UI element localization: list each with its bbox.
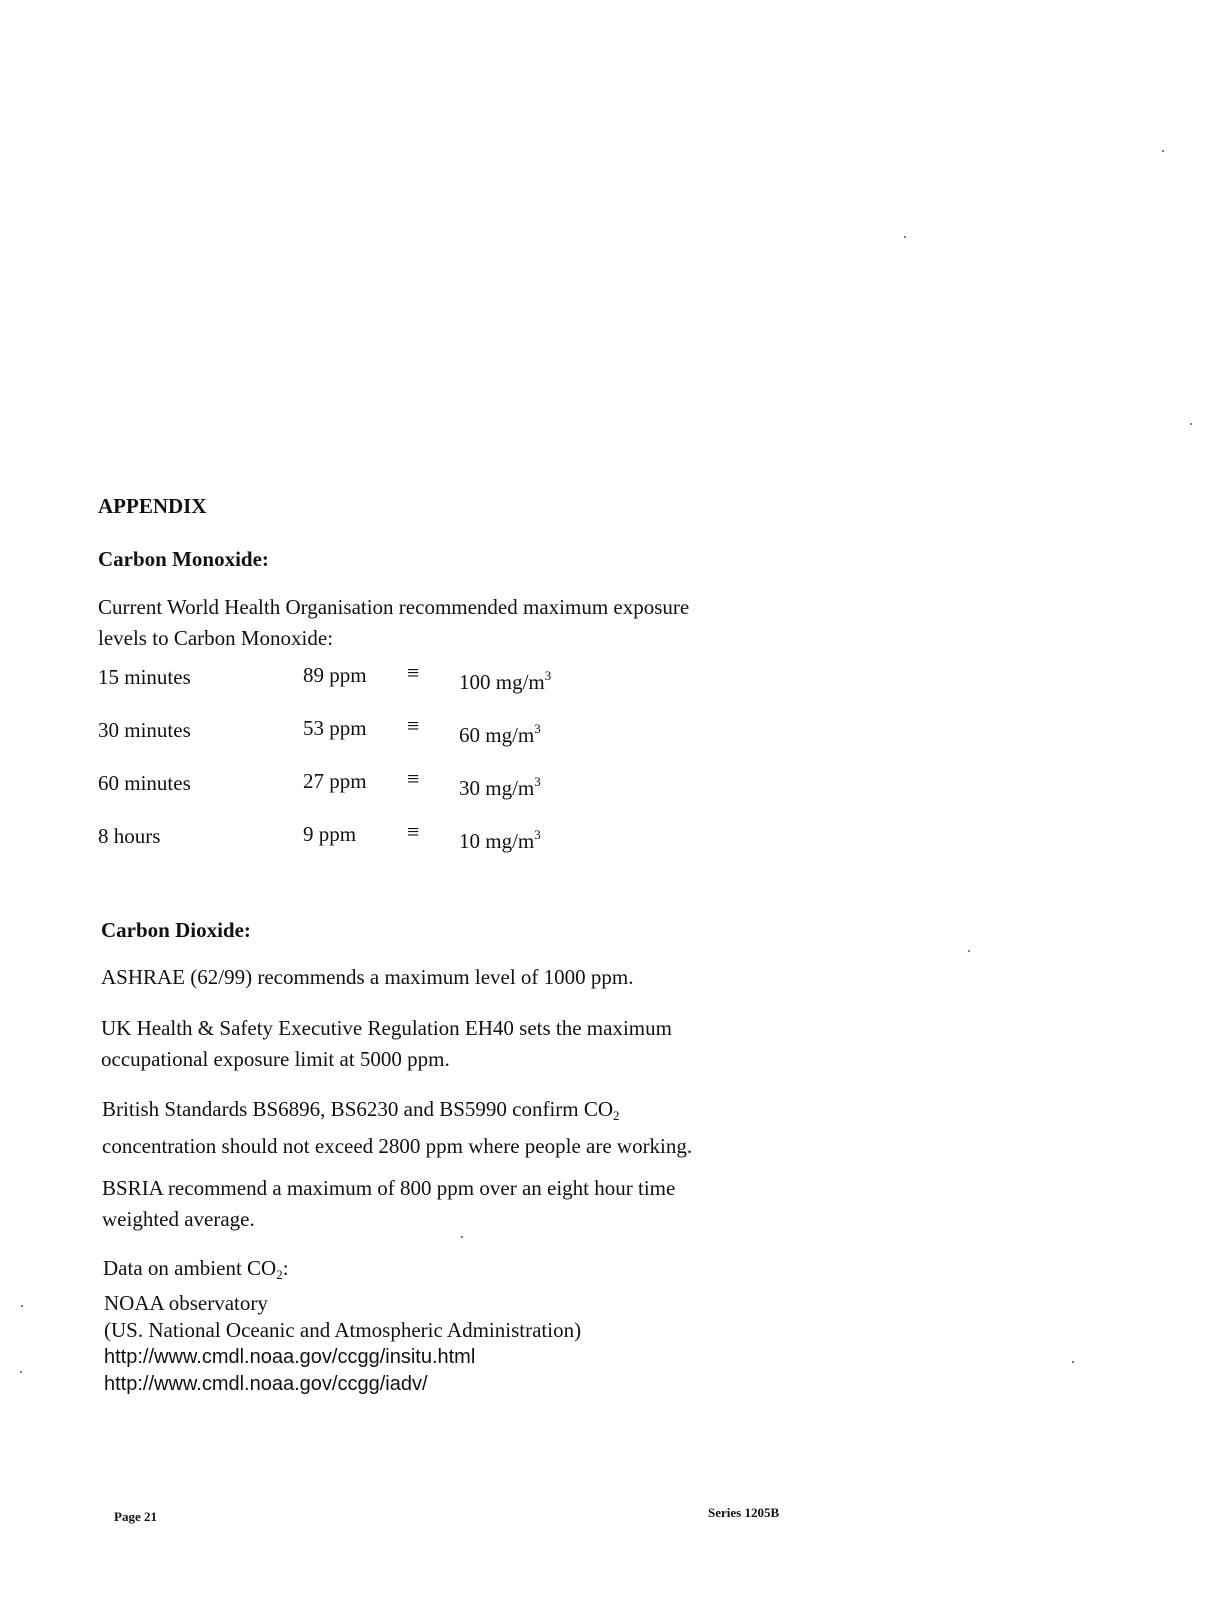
bsria-line-2: weighted average. bbox=[102, 1207, 255, 1231]
duration-cell: 15 minutes bbox=[98, 665, 191, 689]
mg-cell: 100 $mg/m^3$ bbox=[459, 668, 552, 694]
scan-speck bbox=[1072, 1361, 1074, 1363]
equivalence-symbol: ≡ bbox=[407, 819, 420, 844]
ppm-cell: 27 ppm bbox=[303, 769, 367, 793]
scan-speck bbox=[904, 236, 906, 238]
scan-speck bbox=[461, 1236, 463, 1238]
co-intro-line-1: Current World Health Organisation recommended maximum exposure bbox=[98, 595, 690, 619]
scan-speck bbox=[1162, 150, 1164, 152]
duration-cell: 8 hours bbox=[98, 824, 161, 848]
noaa-full-name: (US. National Oceanic and Atmospheric Administration) bbox=[104, 1318, 582, 1342]
co-intro-line-2: levels to Carbon Monoxide: bbox=[98, 626, 334, 650]
british-standards-line-2: concentration should not exceed 2800 ppm where people are working. bbox=[102, 1134, 693, 1158]
ppm-cell: 9 ppm bbox=[303, 822, 357, 846]
duration-cell: 30 minutes bbox=[98, 718, 191, 742]
british-standards-paragraph bbox=[102, 1094, 692, 1162]
scan-speck bbox=[21, 1305, 23, 1307]
co2-heading: Carbon Dioxide: bbox=[101, 918, 251, 942]
noaa-block bbox=[104, 1290, 581, 1398]
bsria-line-1: BSRIA recommend a maximum of 800 ppm over an eight hour time bbox=[102, 1176, 676, 1200]
series-label: Series 1205B bbox=[708, 1505, 780, 1520]
appendix-title: APPENDIX bbox=[98, 494, 207, 518]
equivalence-symbol: ≡ bbox=[407, 660, 420, 685]
equivalence-symbol: ≡ bbox=[407, 713, 420, 738]
scan-speck bbox=[20, 1371, 22, 1373]
uk-hse-line-1: UK Health & Safety Executive Regulation EH40 sets the maximum bbox=[101, 1016, 672, 1040]
equivalence-symbol: ≡ bbox=[407, 766, 420, 791]
noaa-observatory: NOAA observatory bbox=[104, 1291, 268, 1315]
co-heading: Carbon Monoxide: bbox=[98, 547, 269, 571]
ashrae-paragraph: ASHRAE (62/99) recommends a maximum level of 1000 ppm. bbox=[101, 965, 634, 989]
page-number: Page 21 bbox=[114, 1509, 157, 1524]
ambient-co2-label: Data on ambient $CO_2$: bbox=[103, 1256, 289, 1282]
british-standards-line-1: British Standards BS6896, BS6230 and BS5990 confirm $CO_2$ bbox=[102, 1097, 620, 1123]
mg-cell: 10 $mg/m^3$ bbox=[459, 827, 541, 853]
duration-cell: 60 minutes bbox=[98, 771, 191, 795]
scan-speck bbox=[1190, 423, 1192, 425]
mg-cell: 30 $mg/m^3$ bbox=[459, 774, 541, 800]
noaa-iadv-link[interactable]: http://www.cmdl.noaa.gov/ccgg/iadv/ bbox=[104, 1373, 428, 1395]
noaa-insitu-link[interactable]: http://www.cmdl.noaa.gov/ccgg/insitu.html bbox=[104, 1346, 476, 1368]
bsria-paragraph bbox=[102, 1173, 675, 1235]
co-intro bbox=[98, 592, 689, 654]
uk-hse-line-2: occupational exposure limit at 5000 ppm. bbox=[101, 1047, 450, 1071]
mg-cell: 60 $mg/m^3$ bbox=[459, 721, 541, 747]
scan-speck bbox=[968, 950, 970, 952]
uk-hse-paragraph bbox=[101, 1013, 672, 1075]
ppm-cell: 89 ppm bbox=[303, 663, 367, 687]
ppm-cell: 53 ppm bbox=[303, 716, 367, 740]
